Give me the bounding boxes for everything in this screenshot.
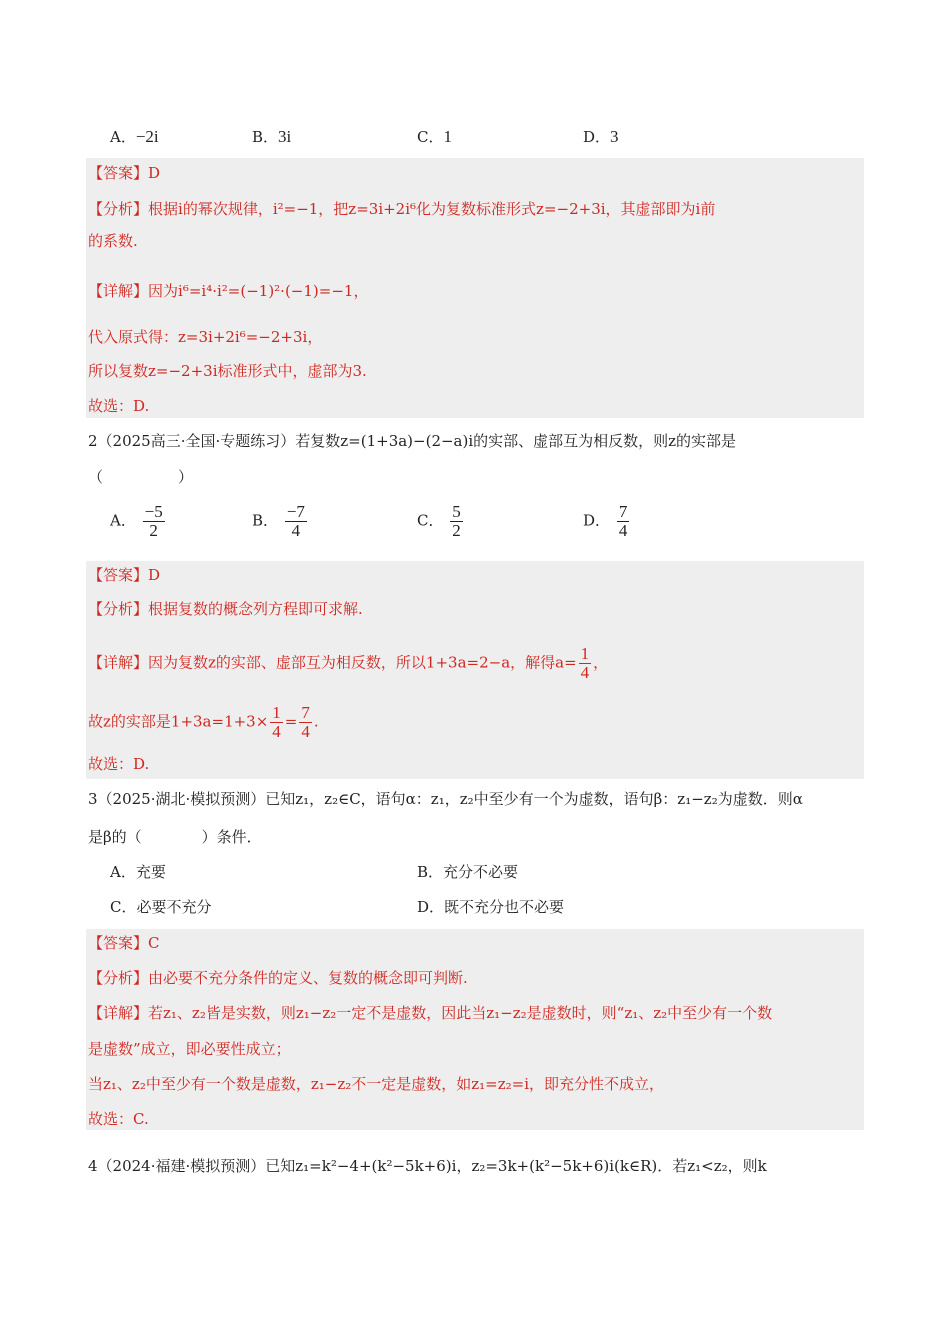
q3-stem: 3（2025·湖北·模拟预测）已知z₁，z₂∈C，语句α：z₁，z₂中至少有一个为虚数，语句β：z₁−z₂为虚数．则α [88,790,803,808]
q2-option-b: B． $\frac{-7}{4}$ [252,502,305,540]
q2-option-d-den: 4 [618,521,628,540]
q3-analysis: 【分析】由必要不充分条件的定义、复数的概念即可判断. [88,969,468,987]
q3-stem-line2: 是β的（ ）条件． [88,828,262,846]
q1-option-d: D．3 [583,127,619,146]
q1-analysis-cont: 的系数. [88,232,138,250]
q2-option-c-num: 5 [452,502,461,521]
q2-stem-bracket: （ ） [88,468,194,486]
q2-option-c: C． $\frac{5}{2}$ [417,502,461,540]
q2-detail-frac3-num: 7 [301,703,310,722]
q2-option-d-num: 7 [618,502,628,521]
q3-option-b: B．充分不必要 [417,863,519,881]
q2-detail-frac1-num: 1 [580,644,590,663]
q2-detail-line2: 故z的实部是1+3a=1+3× $\frac{1}{4}$ = $\frac{7}{4}$ . [88,703,319,741]
q1-option-c: C．1 [417,127,452,146]
q2-option-b-num: −7 [286,502,305,521]
q3-option-d: D．既不充分也不必要 [417,898,565,916]
q3-answer-block [86,929,864,1130]
q2-detail-line3: 故选：D. [88,755,150,773]
q2-option-a-den: 2 [149,521,158,540]
q2-detail-frac3-den: 4 [301,722,310,741]
q3-option-c: C．必要不充分 [110,898,212,916]
q1-option-b: B．3i [252,127,292,146]
q3-option-a: A．充要 [110,863,166,881]
q2-detail-frac1-den: 4 [580,663,590,682]
q1-detail-line2: 代入原式得：z=3i+2i⁶=−2+3i， [88,328,323,346]
q2-detail: 【详解】因为复数z的实部、虚部互为相反数，所以1+3a=2−a，解得a= $\frac{1}{4}$ ， [88,644,609,682]
q1-detail-line3: 所以复数z=−2+3i标准形式中，虚部为3. [88,362,367,380]
q3-answer: 【答案】C [88,934,160,952]
q1-answer: 【答案】D [88,164,161,182]
q2-analysis: 【分析】根据复数的概念列方程即可求解. [88,600,363,618]
q1-analysis: 【分析】根据i的幂次规律，i²=−1，把z=3i+2i⁶化为复数标准形式z=−2+3i，其虚部即为i前 [88,200,716,218]
q1-detail-line4: 故选：D. [88,397,150,415]
q3-detail: 【详解】若z₁、z₂皆是实数，则z₁−z₂一定不是虚数，因此当z₁−z₂是虚数时，则“z₁、z₂中至少有一个数 [88,1004,773,1022]
q1-detail: 【详解】因为i⁶=i⁴·i²=(−1)²·(−1)=−1， [88,282,369,300]
q2-option-a: A． $\frac{-5}{2}$ [110,502,163,540]
q2-detail-frac2-den: 4 [272,722,281,741]
q2-detail-frac2-num: 1 [272,703,281,722]
q2-option-a-num: −5 [144,502,163,521]
q2-answer: 【答案】D [88,566,161,584]
q2-option-b-den: 4 [291,521,301,540]
q4-stem: 4（2024·福建·模拟预测）已知z₁=k²−4+(k²−5k+6)i，z₂=3k+(k²−5k+6)i(k∈R)．若z₁<z₂，则k [88,1157,767,1175]
q2-stem: 2（2025高三·全国·专题练习）若复数z=(1+3a)−(2−a)i的实部、虚部互为相反数，则z的实部是 [88,432,737,450]
q2-option-c-den: 2 [452,521,461,540]
q2-option-d: D． $\frac{7}{4}$ [583,502,628,540]
q3-detail-line3: 当z₁、z₂中至少有一个数是虚数，z₁−z₂不一定是虚数，如z₁=z₂=i，即充分性不成立， [88,1075,665,1093]
q1-option-a: A．−2i [110,127,159,146]
q3-detail-line4: 故选：C. [88,1110,149,1128]
q3-detail-line2: 是虚数”成立，即必要性成立； [88,1040,291,1058]
